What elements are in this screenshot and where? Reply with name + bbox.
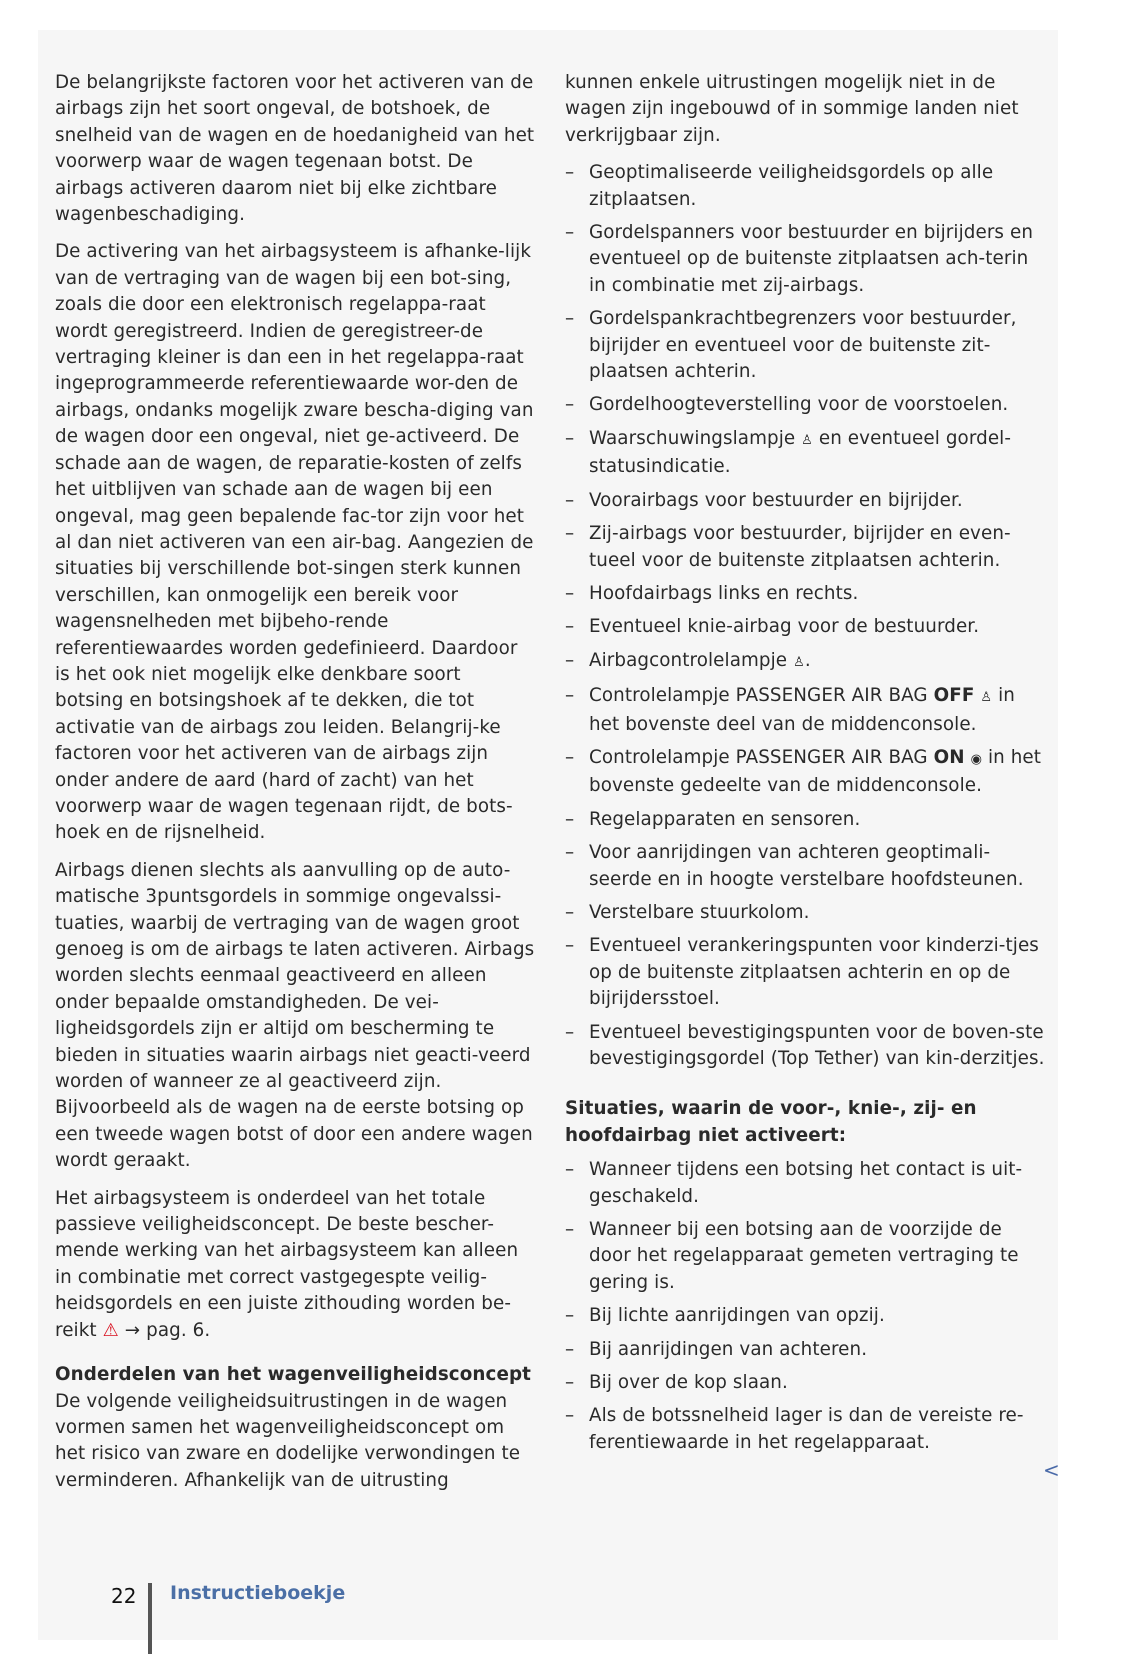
safety-equipment-list (565, 160, 1045, 1072)
paragraph-supplement: Airbags dienen slechts als aanvulling op de auto-matische 3puntsgordels in sommige ongevalssi-tuaties, waarbij de vertraging van de wagen groot genoeg is om de airbags te laten activeren. Airbags worden slechts eenmaal geactiveerd en alleen onder bepaalde omstandigheden. De vei-ligheidsgordels zijn er altijd om bescherming te bieden in situaties waarin airbags niet geacti-veerd worden of wanneer ze al geactiveerd zijn. Bijvoorbeeld als de wagen na de eerste botsing op een tweede wagen botst of door een andere wagen wordt geraakt. (55, 859, 535, 1172)
paragraph-safety-concept-text: Het airbagsysteem is onderdeel van het totale passieve veiligheidsconcept. De beste bescher-mende werking van het airbagsysteem kan alleen in combinatie met correct vastgegespte veilig-heidsgordels en een juiste zithouding worden be-reikt (55, 1187, 519, 1341)
footer-divider (148, 1583, 152, 1654)
list-item: – Voor aanrijdingen van achteren geoptimali-seerde en in hoogte verstelbare hoofdsteunen. (565, 840, 1045, 893)
passenger-off-location: in het bovenste deel van de middenconsole. (589, 685, 1015, 735)
paragraph-safety-concept (55, 1186, 535, 1344)
paragraph-equipment-availability: kunnen enkele uitrustingen mogelijk niet in de wagen zijn ingebouwd of in sommige landen niet verkrijgbaar zijn. (565, 72, 1019, 146)
list-item: – Verstelbare stuurkolom. (565, 900, 1045, 926)
list-item: – Eventueel verankeringspunten voor kinderzi-tjes op de buitenste zitplaatsen achterin en op de bijrijdersstoel. (565, 933, 1045, 1012)
paragraph-activation: De activering van het airbagsysteem is afhanke-lijk van de vertraging van de wagen bij een bot-sing, zoals die door een elektronisch regelappa-raat wordt geregistreerd. Indien de geregistreer-de vertraging kleiner is dan een in het regelappa-raat ingeprogrammeerde referentiewaarde wor-den de airbags, ondanks mogelijk zware bescha-diging van de wagen door een ongeval, niet ge-activeerd. De schade aan de wagen, de reparatie-kosten of zelfs het uitblijven van schade aan de wagen bij een ongeval, mag geen bepalende fac-tor zijn voor het al dan niet activeren van een air-bag. Aangezien de situaties bij verschillende bot-singen sterk kunnen verschillen, kan onmogelijk een bereik voor wagensnelheden met bijbeho-rende referentiewaardes worden gedefinieerd. Daardoor is het ook niet mogelijk elke denkbare soort botsing en botsingshoek af te dekken, die tot activatie van de airbags zou leiden. Belangrij-ke factoren voor het activeren van de airbags zijn onder andere de aard (hard of zacht) van het voorwerp waar de wagen tegenaan rijdt, de bots-hoek en de rijsnelheid. (55, 241, 534, 844)
list-item: – Voorairbags voor bestuurder en bijrijder. (565, 488, 1045, 514)
page-reference-link[interactable]: → pag. 6. (124, 1319, 211, 1341)
passenger-off-label: Controlelampje PASSENGER AIR BAG (589, 685, 928, 707)
list-item: – Bij over de kop slaan. (565, 1370, 1045, 1396)
list-item: – Bij aanrijdingen van achteren. (565, 1337, 1045, 1363)
airbag-control-icon: ♙ (793, 654, 805, 670)
list-item-passenger-airbag-off (565, 683, 1045, 738)
back-chevron-icon[interactable]: < (1043, 1458, 1060, 1482)
paragraph-components-intro: De volgende veiligheidsuitrustingen in de wagen vormen samen het wagenveiligheidsconcept om het risico van zware en dodelijke verwondingen te verminderen. Afhankelijk van de uitrusting (55, 1390, 521, 1491)
passenger-off-status: OFF (933, 685, 975, 707)
warning-triangle-icon: ⚠ (102, 1319, 119, 1341)
footer-title: Instructieboekje (170, 1582, 346, 1604)
section-heading-components: Onderdelen van het wagenveiligheidsconcept (55, 1364, 531, 1386)
passenger-airbag-on-icon: ◉ (970, 751, 983, 767)
section-heading-no-activation: Situaties, waarin de voor-, knie-, zij- en hoofdairbag niet activeert: (565, 1098, 977, 1146)
list-item: – Gordelhoogteverstelling voor de voorstoelen. (565, 392, 1045, 418)
passenger-on-location: in het bovenste gedeelte van de middenconsole. (589, 746, 1042, 797)
warning-lamp-label: Waarschuwingslampje (589, 427, 796, 449)
list-item: – Geoptimaliseerde veiligheidsgordels op alle zitplaatsen. (565, 160, 1045, 213)
warning-lamp-description: en eventueel gordel-statusindicatie. (589, 427, 1012, 478)
list-item: – Gordelspanners voor bestuurder en bijrijders en eventueel op de buitenste zitplaatsen ach-terin in combinatie met zij-airbags. (565, 220, 1045, 299)
list-item-airbag-lamp (565, 648, 1045, 676)
airbag-lamp-end: . (804, 649, 811, 671)
list-item: – Gordelspankrachtbegrenzers voor bestuurder, bijrijder en eventueel voor de buitenste zit-plaatsen achterin. (565, 306, 1045, 385)
passenger-on-label: Controlelampje PASSENGER AIR BAG (589, 746, 928, 768)
airbag-lamp-label: Airbagcontrolelampje (589, 649, 788, 671)
list-item: – Regelapparaten en sensoren. (565, 807, 1045, 833)
passenger-airbag-off-icon: ♙ (980, 690, 993, 706)
list-item: – Eventueel knie-airbag voor de bestuurder. (565, 614, 1045, 640)
list-item: – Als de botssnelheid lager is dan de vereiste re-ferentiewaarde in het regelapparaat. (565, 1403, 1045, 1456)
right-column (565, 70, 1045, 1463)
list-item: – Wanneer tijdens een botsing het contact is uit-geschakeld. (565, 1157, 1045, 1210)
list-item: – Hoofdairbags links en rechts. (565, 581, 1045, 607)
list-item: – Zij-airbags voor bestuurder, bijrijder en even-tueel voor de buitenste zitplaatsen achterin. (565, 521, 1045, 574)
list-item: – Eventueel bevestigingspunten voor de boven-ste bevestigingsgordel (Top Tether) van kin-derzitjes. (565, 1020, 1045, 1073)
page-number: 22 (111, 1584, 137, 1608)
passenger-on-status: ON (933, 746, 965, 768)
list-item: – Wanneer bij een botsing aan de voorzijde de door het regelapparaat gemeten vertraging te gering is. (565, 1217, 1045, 1296)
list-item-warning-lamp (565, 426, 1045, 481)
list-item-passenger-airbag-on (565, 745, 1045, 800)
seatbelt-warning-icon: ♙ (801, 432, 813, 448)
list-item: – Bij lichte aanrijdingen van opzij. (565, 1303, 1045, 1329)
no-activation-list (565, 1157, 1045, 1456)
paragraph-airbag-factors: De belangrijkste factoren voor het activeren van de airbags zijn het soort ongeval, de botshoek, de snelheid van de wagen en de hoedanigheid van het voorwerp waar de wagen tegenaan botst. De airbags activeren daarom niet bij elke zichtbare wagenbeschadiging. (55, 72, 535, 226)
left-column (55, 70, 535, 1505)
